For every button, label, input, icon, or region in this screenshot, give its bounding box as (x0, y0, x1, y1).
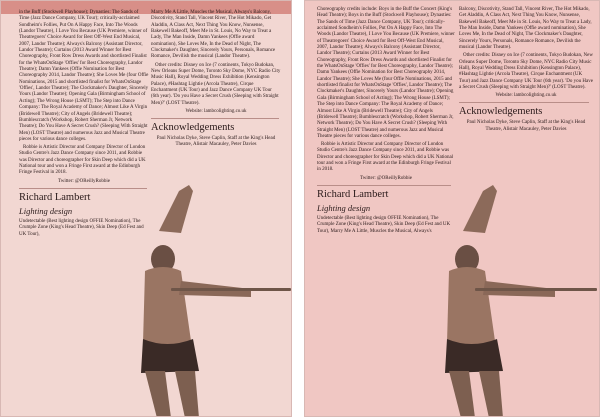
paragraph: Robbie is Artistic Director and Company Director of London Studio Centre's Jazz Dance Company since 2011, and Robbie was Director and choreographer for Skin Deep which did a UK National tour and won a Fringe First award at the Edinburgh Fringe Festival in 2018. (19, 145, 146, 176)
website-link: Website: lambcolighting.co.uk (495, 93, 557, 99)
twitter-handle: Twitter: @OReillyRobbie (58, 178, 110, 184)
right-page (304, 0, 600, 417)
credits-text: Undetectable (Best lighting design OFFIE Nomination), The Crumple Zone (King's Head Theatre), Skin Deep (Ed Fest and UK Tour), (19, 218, 144, 237)
acknowledgements-text: Paul Nicholas Dyke, Steve Caplin, Staff at the King's Head Theatre, Alistair Macauley, Peter Davies (466, 120, 586, 132)
divider (459, 102, 589, 103)
acknowledgements-heading: Acknowledgements (151, 122, 235, 134)
paragraph: in the Buff (Stockwell Playhouse); Dynasties: The Sands of Time (Jazz Dance Company, UK Tour); critically-acclaimed Sondheim's Follies, Put On A Happy Face, Into The Woods (Landor Theatre), I Love You Because (UK Premiere, winner of Theatregoers' Choice Award for Best Off-West End Musical, 2007, Landor Theatre); Always's Balcony (Assistant Director, Landor Theatre); Curtains (2013 Award Winner for Best Choreography, Front Row Dress Awards and shortlisted Finalist for the WhatsOnStage 'Offies' for Best Choreography, Landor Theatre); Damn Yankees (Offie Nomination for Best Choreography 2014, Landor Theatre); She Loves Me (four Offie Nominations, 2015 and shortlisted finalist for WhatsOnStage 'Offies', Landor Theatre); The Clockmaker's Daughter, Sincerely Yours (Landor Theatre); Opening Gala (Birmingham School of Acting); The Wrong House (LSMT); The Step into Dance Company: The Royal Academy of Dance; Almost Like A Virgin (Bridewell Theatre); City of Angels (Bridewell Theatre); Bumblescratch (Workshop, Robert Sherman Jr, Network Theatre); Do You Have A Secret Crush? (Sleeping With Straight Men) (LOST Theatre) and numerous Jazz and Musical Theatre pieces for various dance colleges. (19, 10, 149, 142)
paragraph: Other credits: Disney on Ice (7 continents, Tokyo Budokan, New Orleans Super Dome, Toronto Sky Dome, NYC Radio City Music Hall), Royal Wedding Dress Exhibition (Kensington Palace), #Hashtag Lightie (Arcola Theatre), Cirque Enchantment (UK Tour) and Jazz Dance Company UK Tour (6th year). 'Do you Have a Secret Crush (Sleeping with Straight Men)?' (LOST Theatre). (151, 62, 281, 106)
paragraph: Robbie is Artistic Director and Company Director of London Studio Centre's Jazz Dance Company since 2011, and Robbie was Director and choreographer for Skin Deep which did a UK National tour and won a Fringe First award at the Edinburgh Fringe Festival in 2018. (317, 142, 454, 173)
divider (19, 188, 147, 189)
left-column-1 (19, 10, 149, 240)
person-name: Richard Lambert (19, 191, 91, 203)
right-column-2 (459, 7, 593, 135)
left-page (0, 0, 292, 417)
paragraph: Other credits: Disney on Ice (7 continents, Tokyo Budokan, New Orleans Super Dome, Toronto Sky Dome, NYC Radio City Music Hall), Royal Wedding Dress Exhibition (Kensington Palace), #Hashtag Lightie (Arcola Theatre), Cirque Enchantment (UK Tour) and Jazz Dance Company UK Tour (6th year). 'Do you Have a Secret Crush (Sleeping with Straight Men)?' (LOST Theatre). (459, 53, 593, 90)
left-column-2 (151, 10, 281, 151)
person-role: Lighting design (19, 205, 73, 216)
right-column-1 (317, 7, 455, 237)
twitter-handle: Twitter: @OReillyRobbie (360, 175, 412, 181)
website-link: Website: lambcolighting.co.uk (185, 108, 247, 114)
ballet-barre (171, 288, 291, 291)
paragraph: Marry Me A Little, Muscles the Musical, Always's Balcony, Discotivity, Stand Tall, Vincent River, The Hot Mikado, Get Aladdin, A Class Act, Next Thing You Know, Nunsense, Bakewell Bakeoff, Meet Me in St. Louis, No Way to Treat a Lady, The Man Inside, Damn Yankees (Offie award nomination), She Loves Me, In the Dead of Night, The Clockmaker's Daughter, Sincerely Yours, Personals, Romance Romance, Devilish the musical (Landor Theatre). (151, 10, 276, 60)
divider (317, 185, 451, 186)
acknowledgements-heading: Acknowledgements (459, 106, 543, 118)
acknowledgements-text: Paul Nicholas Dyke, Steve Caplin, Staff at the King's Head Theatre, Alistair Macauley, Peter Davies (156, 136, 276, 148)
person-role: Lighting design (317, 202, 371, 213)
paragraph: Choreography credits include: Boys in the Buff the Concert (King's Head Theatre); Boys in the Buff (Stockwell Playhouse); Dynasties: The Sands of Time (Jazz Dance Company, UK Tour); critically-acclaimed Sondheim's Follies, Put On A Happy Face, Into The Woods (Landor Theatre), I Love You Because (UK Premiere, winner of Theatregoers' Choice Award for Best Off-West End Musical, 2007, Landor Theatre); Always's Balcony (Assistant Director, Landor Theatre); Curtains (2013 Award Winner for Best Choreography, Front Row Dress Awards and shortlisted Finalist for the WhatsOnStage 'Offies' for Best Choreography, Landor Theatre); Damn Yankees (Offie Nomination for Best Choreography 2014, Landor Theatre); She Loves Me (four Offie Nominations, 2015 and shortlisted finalist for WhatsOnStage 'Offies', Landor Theatre); The Clockmaker's Daughter, Sincerely Yours (Landor Theatre); Opening Gala (Birmingham School of Acting); The Wrong House (LSMT); The Step into Dance Company: The Royal Academy of Dance; Almost Like A Virgin (Bridewell Theatre); City of Angels (Bridewell Theatre); Bumblescratch (Workshop, Robert Sherman Jr, Network Theatre); Do You Have A Secret Crush? (Sleeping With Straight Men) (LOST Theatre) and numerous Jazz and Musical Theatre pieces for various dance colleges. (317, 7, 455, 139)
person-name: Richard Lambert (317, 188, 389, 200)
ballet-barre (475, 288, 597, 291)
divider (151, 118, 279, 119)
paragraph: Balcony, Discotivity, Stand Tall, Vincent River, The Hot Mikado, Get Aladdin, A Class Act, Next Thing You Know, Nunsense, Bakewell Bakeoff, Meet Me in St. Louis, No Way to Treat a Lady, The Man Inside, Damn Yankees (Offie award nomination), She Loves Me, In the Dead of Night, The Clockmaker's Daughter, Sincerely Yours, Personals, Romance Romance, Devilish the musical (Landor Theatre). (459, 7, 592, 51)
credits-text: Undetectable (Best lighting design OFFIE Nomination), The Crumple Zone (King's Head Theatre), Skin Deep (Ed Fest and UK Tour), Marry Me A Little, Muscles the Musical, Always's (317, 215, 451, 234)
